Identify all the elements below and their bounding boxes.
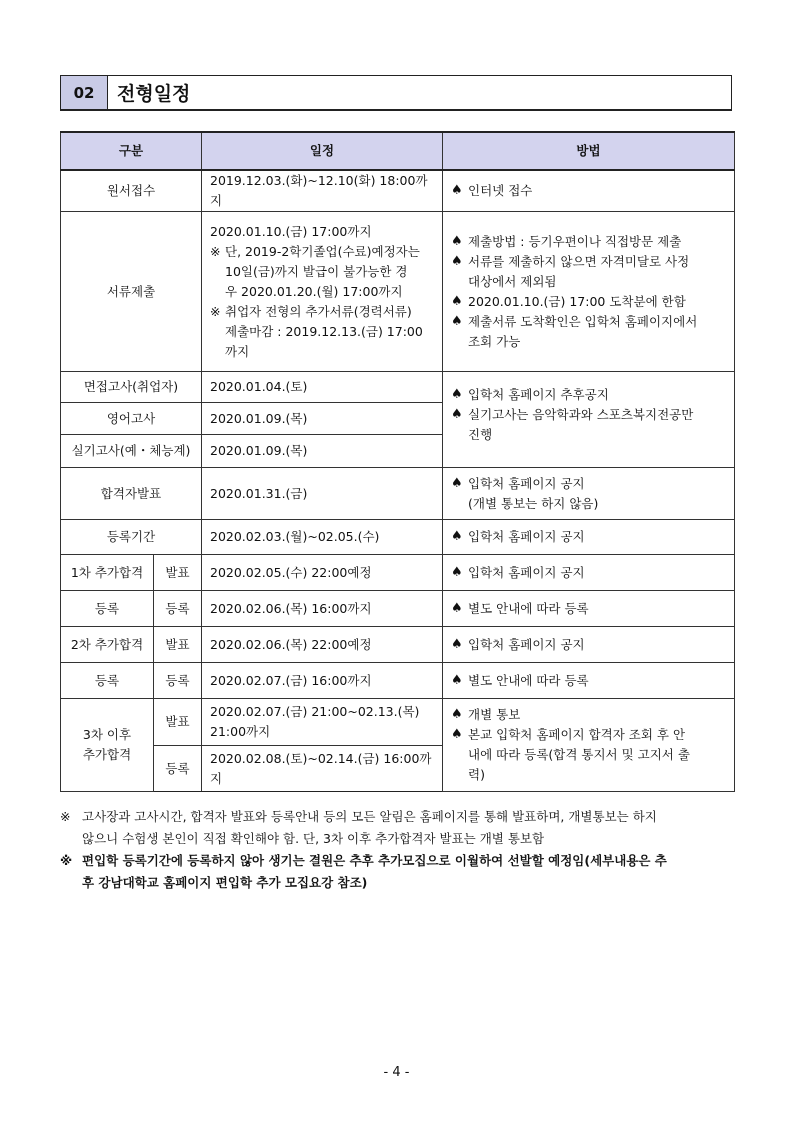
footnotes: ※ 고사장과 고사시간, 합격자 발표와 등록안내 등의 모든 알림은 홈페이지를 통해 발표하며, 개별통보는 하지 않으니 수험생 본인이 직접 확인해야 함. 단, 3차 이후 추가합격자 발표는 개별 통보함 ※ 편입학 등록기간에 등록하지 않아 생기는 결원은 추후 추가모집으로 이월하여 선발할 예정임(세부내용은 추 후 강남대학교 홈페이지 편입학 추가 모집요강 참조): [60, 806, 740, 894]
row-schedule: 2020.01.31.(금): [202, 468, 443, 520]
table-row: [61, 627, 735, 663]
row-sub: 발표: [154, 555, 202, 591]
spade-icon: ♠: [451, 529, 463, 544]
table-row: [61, 212, 735, 372]
spade-icon: ♠: [451, 707, 463, 722]
row-schedule: 2020.02.07.(금) 16:00까지: [202, 663, 443, 699]
section-header: [60, 75, 732, 111]
row-group: 등록: [61, 591, 154, 627]
note-mark-icon: ※: [210, 303, 221, 319]
table-row: [61, 591, 735, 627]
note-mark-icon: ※: [60, 809, 71, 824]
row-sub: 등록: [154, 663, 202, 699]
row-schedule: 2020.01.09.(목): [202, 435, 443, 468]
row-group: 1차 추가합격: [61, 555, 154, 591]
table-header-row: [61, 132, 735, 170]
table-row: [61, 372, 735, 403]
table-row: [61, 170, 735, 212]
spade-icon: ♠: [451, 233, 463, 249]
spade-icon: ♠: [451, 672, 463, 688]
row-method: ♠ 별도 안내에 따라 등록: [443, 591, 735, 627]
row-schedule: 2020.01.09.(목): [202, 403, 443, 435]
row-sub: 발표: [154, 699, 202, 746]
row-method: ♠ 입학처 홈페이지 공지: [443, 555, 735, 591]
spade-icon: ♠: [451, 183, 463, 198]
page-number: - 4 -: [383, 1065, 410, 1080]
header-method: 방법: [443, 132, 735, 170]
table-row: [61, 520, 735, 555]
row-schedule: 2019.12.03.(화)~12.10(화) 18:00까지: [202, 170, 443, 212]
header-category: 구분: [61, 132, 202, 170]
row-category: 서류제출: [61, 212, 202, 372]
row-method: ♠ 개별 통보 ♠ 본교 입학처 홈페이지 합격자 조회 후 안 내에 따라 등록(합격 통지서 및 고지서 출 력): [443, 699, 735, 792]
row-schedule: 2020.02.03.(월)~02.05.(수): [202, 520, 443, 555]
row-group: 3차 이후 추가합격: [61, 699, 154, 792]
schedule-table: [60, 131, 735, 792]
note-mark-icon: ※: [210, 243, 221, 259]
row-schedule: 2020.02.05.(수) 22:00예정: [202, 555, 443, 591]
row-schedule: 2020.01.10.(금) 17:00까지 ※ 단, 2019-2학기졸업(수료)예정자는 10일(금)까지 발급이 불가능한 경 우 2020.01.20.(월) 17:00까지 ※ 취업자 전형의 추가서류(경력서류) 제출마감 : 2019.12.13.(금) 17:00 까지: [202, 212, 443, 372]
section-number: 02: [61, 76, 108, 109]
row-sub: 등록: [154, 746, 202, 792]
section-title: 전형일정: [117, 83, 191, 105]
header-schedule: 일정: [202, 132, 443, 170]
row-group: 2차 추가합격: [61, 627, 154, 663]
row-method: ♠ 별도 안내에 따라 등록: [443, 663, 735, 699]
row-category: 등록기간: [61, 520, 202, 555]
row-method: ♠ 인터넷 접수: [443, 170, 735, 212]
spade-icon: ♠: [451, 407, 463, 422]
table-row: [61, 663, 735, 699]
footnote-2: ※ 편입학 등록기간에 등록하지 않아 생기는 결원은 추후 추가모집으로 이월하여 선발할 예정임(세부내용은 추: [60, 850, 740, 872]
footnote-1: ※ 고사장과 고사시간, 합격자 발표와 등록안내 등의 모든 알림은 홈페이지를 통해 발표하며, 개별통보는 하지: [60, 806, 740, 828]
row-category: 합격자발표: [61, 468, 202, 520]
row-schedule: 2020.02.07.(금) 21:00~02.13.(목) 21:00까지: [202, 699, 443, 746]
row-method: ♠ 입학처 홈페이지 공지: [443, 520, 735, 555]
row-method: ♠ 입학처 홈페이지 공지: [443, 627, 735, 663]
row-schedule: 2020.01.04.(토): [202, 372, 443, 403]
row-schedule: 2020.02.08.(토)~02.14.(금) 16:00까지: [202, 746, 443, 792]
row-schedule: 2020.02.06.(목) 16:00까지: [202, 591, 443, 627]
spade-icon: ♠: [451, 727, 463, 742]
row-sub: 발표: [154, 627, 202, 663]
spade-icon: ♠: [451, 387, 463, 402]
row-category: 영어고사: [61, 403, 202, 435]
spade-icon: ♠: [451, 564, 463, 580]
row-schedule: 2020.02.06.(목) 22:00예정: [202, 627, 443, 663]
spade-icon: ♠: [451, 475, 463, 491]
row-category: 면접고사(취업자): [61, 372, 202, 403]
spade-icon: ♠: [451, 600, 463, 616]
spade-icon: ♠: [451, 253, 463, 269]
row-group: 등록: [61, 663, 154, 699]
table-row: [61, 555, 735, 591]
table-row: [61, 468, 735, 520]
table-row: [61, 699, 735, 746]
spade-icon: ♠: [451, 636, 463, 652]
spade-icon: ♠: [451, 313, 463, 329]
note-mark-icon: ※: [60, 853, 73, 868]
row-category: 실기고사(예・체능계): [61, 435, 202, 468]
row-sub: 등록: [154, 591, 202, 627]
row-method: ♠ 입학처 홈페이지 추후공지 ♠ 실기고사는 음악학과와 스포츠복지전공만 진행: [443, 372, 735, 468]
row-method: ♠ 제출방법 : 등기우편이나 직접방문 제출 ♠ 서류를 제출하지 않으면 자격미달로 사정 대상에서 제외됨 ♠ 2020.01.10.(금) 17:00 도착분에 한함 ♠ 제출서류 도착확인은 입학처 홈페이지에서 조회 가능: [443, 212, 735, 372]
row-method: ♠ 입학처 홈페이지 공지 (개별 통보는 하지 않음): [443, 468, 735, 520]
row-category: 원서접수: [61, 170, 202, 212]
spade-icon: ♠: [451, 293, 463, 309]
